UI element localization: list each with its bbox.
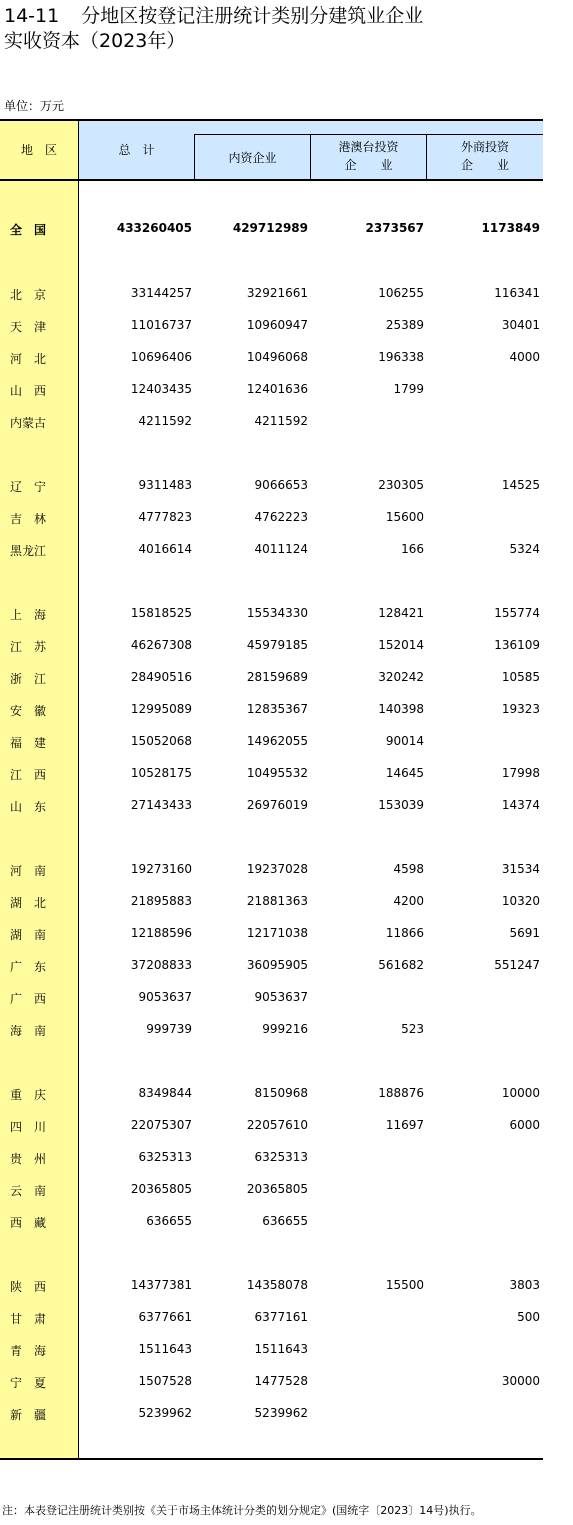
row-total: 4211592 [138, 414, 192, 428]
row-hmt: 11866 [385, 926, 424, 940]
row-total: 6377661 [138, 1310, 192, 1324]
row-total: 21895883 [130, 894, 192, 908]
row-domestic: 10496068 [246, 350, 308, 364]
row-foreign: 1173849 [481, 221, 540, 235]
row-region: 甘 肃 [10, 1312, 47, 1326]
row-domestic: 9066653 [254, 478, 308, 492]
row-region: 辽 宁 [10, 480, 47, 494]
row-domestic: 1477528 [254, 1374, 308, 1388]
table-row [0, 315, 543, 337]
header-foreign-line1: 外商投资 [460, 140, 509, 154]
row-total: 636655 [146, 1214, 192, 1228]
header-region: 地 区 [20, 143, 57, 157]
table-row [0, 507, 543, 529]
row-foreign: 31534 [501, 862, 540, 876]
row-total: 22075307 [130, 1118, 192, 1132]
row-total: 12188596 [130, 926, 192, 940]
table-number: 14-11 [4, 5, 60, 27]
row-total: 14377381 [130, 1278, 192, 1292]
row-domestic: 12835367 [246, 702, 308, 716]
row-foreign: 10000 [501, 1086, 540, 1100]
row-total: 11016737 [130, 318, 192, 332]
row-foreign: 14525 [501, 478, 540, 492]
row-total: 4016614 [138, 542, 192, 556]
row-domestic: 15534330 [246, 606, 308, 620]
row-region: 黑龙江 [10, 544, 47, 558]
row-region: 浙 江 [10, 672, 47, 686]
row-domestic: 36095905 [246, 958, 308, 972]
row-domestic: 4762223 [254, 510, 308, 524]
header-hmt-line1: 港澳台投资 [338, 140, 399, 154]
title-line1: 分地区按登记注册统计类别分建筑业企业 [81, 5, 424, 27]
table-row [0, 1179, 543, 1201]
row-hmt: 188876 [378, 1086, 424, 1100]
table-row [0, 1147, 543, 1169]
header-total: 总 计 [118, 143, 155, 157]
header-mid-rule [194, 134, 543, 135]
row-hmt: 1799 [393, 382, 424, 396]
header-foreign [427, 138, 543, 174]
row-total: 4777823 [138, 510, 192, 524]
row-hmt: 2373567 [365, 221, 424, 235]
row-total: 15818525 [130, 606, 192, 620]
row-region: 北 京 [10, 288, 47, 302]
row-hmt: 140398 [378, 702, 424, 716]
row-foreign: 5691 [509, 926, 540, 940]
row-foreign: 4000 [509, 350, 540, 364]
row-total: 1511643 [138, 1342, 192, 1356]
row-foreign: 551247 [494, 958, 540, 972]
table-row [0, 347, 543, 369]
table-row [0, 923, 543, 945]
row-region: 山 东 [10, 800, 47, 814]
row-region: 安 徽 [10, 704, 47, 718]
row-region: 河 南 [10, 864, 47, 878]
row-foreign: 30401 [501, 318, 540, 332]
row-region: 陕 西 [10, 1280, 47, 1294]
row-region: 广 东 [10, 960, 47, 974]
row-foreign: 155774 [494, 606, 540, 620]
row-region: 山 西 [10, 384, 47, 398]
row-region: 江 苏 [10, 640, 47, 654]
row-region: 江 西 [10, 768, 47, 782]
row-hmt: 4200 [393, 894, 424, 908]
table-row [0, 763, 543, 785]
table-row [0, 1115, 543, 1137]
table-row [0, 1083, 543, 1105]
row-domestic: 10960947 [246, 318, 308, 332]
table-row [0, 539, 543, 561]
table-row [0, 475, 543, 497]
row-hmt: 15600 [385, 510, 424, 524]
row-domestic: 45979185 [246, 638, 308, 652]
table-row [0, 667, 543, 689]
row-domestic: 26976019 [246, 798, 308, 812]
row-total: 12403435 [130, 382, 192, 396]
row-total: 10696406 [130, 350, 192, 364]
row-hmt: 128421 [378, 606, 424, 620]
row-hmt: 153039 [378, 798, 424, 812]
row-region: 青 海 [10, 1344, 47, 1358]
header-hmt [311, 138, 426, 174]
row-total: 9053637 [138, 990, 192, 1004]
row-region: 宁 夏 [10, 1376, 47, 1390]
row-foreign: 10320 [501, 894, 540, 908]
row-foreign: 17998 [501, 766, 540, 780]
table-row [0, 603, 543, 625]
row-foreign: 3803 [509, 1278, 540, 1292]
row-hmt: 523 [401, 1022, 424, 1036]
header-hmt-line2: 企 业 [344, 158, 393, 172]
row-domestic: 4011124 [254, 542, 308, 556]
row-total: 19273160 [130, 862, 192, 876]
row-domestic: 4211592 [254, 414, 308, 428]
row-domestic: 32921661 [246, 286, 308, 300]
row-region: 广 西 [10, 992, 47, 1006]
row-domestic: 12171038 [246, 926, 308, 940]
row-domestic: 10495532 [246, 766, 308, 780]
row-region: 重 庆 [10, 1088, 47, 1102]
row-foreign: 500 [517, 1310, 540, 1324]
table-row [0, 635, 543, 657]
bottom-rule [0, 1458, 543, 1460]
table-row [0, 1211, 543, 1233]
row-total: 8349844 [138, 1086, 192, 1100]
table-row [0, 987, 543, 1009]
row-region: 贵 州 [10, 1152, 47, 1166]
table-row [0, 955, 543, 977]
row-region: 全 国 [10, 223, 47, 237]
row-foreign: 30000 [501, 1374, 540, 1388]
row-hmt: 15500 [385, 1278, 424, 1292]
row-hmt: 106255 [378, 286, 424, 300]
table-row [0, 1275, 543, 1297]
row-total: 12995089 [130, 702, 192, 716]
row-domestic: 14358078 [246, 1278, 308, 1292]
row-domestic: 999216 [262, 1022, 308, 1036]
row-foreign: 136109 [494, 638, 540, 652]
row-total: 15052068 [130, 734, 192, 748]
row-hmt: 561682 [378, 958, 424, 972]
row-domestic: 5239962 [254, 1406, 308, 1420]
row-region: 云 南 [10, 1184, 47, 1198]
row-total: 1507528 [138, 1374, 192, 1388]
row-hmt: 166 [401, 542, 424, 556]
table-row [0, 379, 543, 401]
row-domestic: 9053637 [254, 990, 308, 1004]
row-total: 5239962 [138, 1406, 192, 1420]
row-foreign: 5324 [509, 542, 540, 556]
row-domestic: 429712989 [232, 221, 308, 235]
header-domestic: 内资企业 [228, 151, 277, 165]
row-region: 新 疆 [10, 1408, 47, 1422]
row-total: 999739 [146, 1022, 192, 1036]
row-region: 海 南 [10, 1024, 47, 1038]
table-row [0, 795, 543, 817]
row-foreign: 6000 [509, 1118, 540, 1132]
row-region: 四 川 [10, 1120, 47, 1134]
footnote: 注：本表登记注册统计类别按《关于市场主体统计分类的划分规定》(国统字〔2023〕14号)执行。 [2, 1504, 482, 1517]
row-hmt: 320242 [378, 670, 424, 684]
row-domestic: 20365805 [246, 1182, 308, 1196]
table-row [0, 1403, 543, 1425]
row-domestic: 19237028 [246, 862, 308, 876]
table-row [0, 859, 543, 881]
row-hmt: 25389 [385, 318, 424, 332]
row-domestic: 8150968 [254, 1086, 308, 1100]
table-row [0, 1371, 543, 1393]
row-total: 20365805 [130, 1182, 192, 1196]
table-row [0, 283, 543, 305]
page-title [4, 4, 423, 54]
table-row [0, 1339, 543, 1361]
row-domestic: 6377161 [254, 1310, 308, 1324]
row-domestic: 1511643 [254, 1342, 308, 1356]
row-region: 湖 北 [10, 896, 47, 910]
row-total: 10528175 [130, 766, 192, 780]
row-domestic: 6325313 [254, 1150, 308, 1164]
row-total: 46267308 [130, 638, 192, 652]
row-hmt: 11697 [385, 1118, 424, 1132]
row-hmt: 4598 [393, 862, 424, 876]
row-region: 福 建 [10, 736, 47, 750]
row-domestic: 12401636 [246, 382, 308, 396]
row-region: 吉 林 [10, 512, 47, 526]
table-row [0, 1019, 543, 1041]
row-domestic: 21881363 [246, 894, 308, 908]
top-rule [0, 119, 543, 121]
row-foreign: 19323 [501, 702, 540, 716]
row-total: 37208833 [130, 958, 192, 972]
row-region: 西 藏 [10, 1216, 47, 1230]
row-total: 433260405 [116, 221, 192, 235]
row-domestic: 22057610 [246, 1118, 308, 1132]
row-foreign: 10585 [501, 670, 540, 684]
row-total: 6325313 [138, 1150, 192, 1164]
row-hmt: 152014 [378, 638, 424, 652]
table-row [0, 891, 543, 913]
row-foreign: 116341 [494, 286, 540, 300]
row-total: 9311483 [138, 478, 192, 492]
row-region: 内蒙古 [10, 416, 47, 430]
row-hmt: 230305 [378, 478, 424, 492]
row-region: 河 北 [10, 352, 47, 366]
row-domestic: 14962055 [246, 734, 308, 748]
row-foreign: 14374 [501, 798, 540, 812]
row-total: 27143433 [130, 798, 192, 812]
row-hmt: 90014 [385, 734, 424, 748]
row-total: 28490516 [130, 670, 192, 684]
row-total: 33144257 [130, 286, 192, 300]
unit-label: 单位：万元 [4, 99, 65, 113]
row-region: 天 津 [10, 320, 47, 334]
row-domestic: 28159689 [246, 670, 308, 684]
row-hmt: 14645 [385, 766, 424, 780]
table-row-national [0, 218, 543, 240]
header-foreign-line2: 企 业 [460, 158, 509, 172]
title-line2: 实收资本（2023年） [4, 30, 186, 52]
row-region: 湖 南 [10, 928, 47, 942]
table-row [0, 731, 543, 753]
table-row [0, 699, 543, 721]
row-domestic: 636655 [262, 1214, 308, 1228]
table-row [0, 411, 543, 433]
row-hmt: 196338 [378, 350, 424, 364]
row-region: 上 海 [10, 608, 47, 622]
table-row [0, 1307, 543, 1329]
header-bottom-rule [0, 179, 543, 181]
